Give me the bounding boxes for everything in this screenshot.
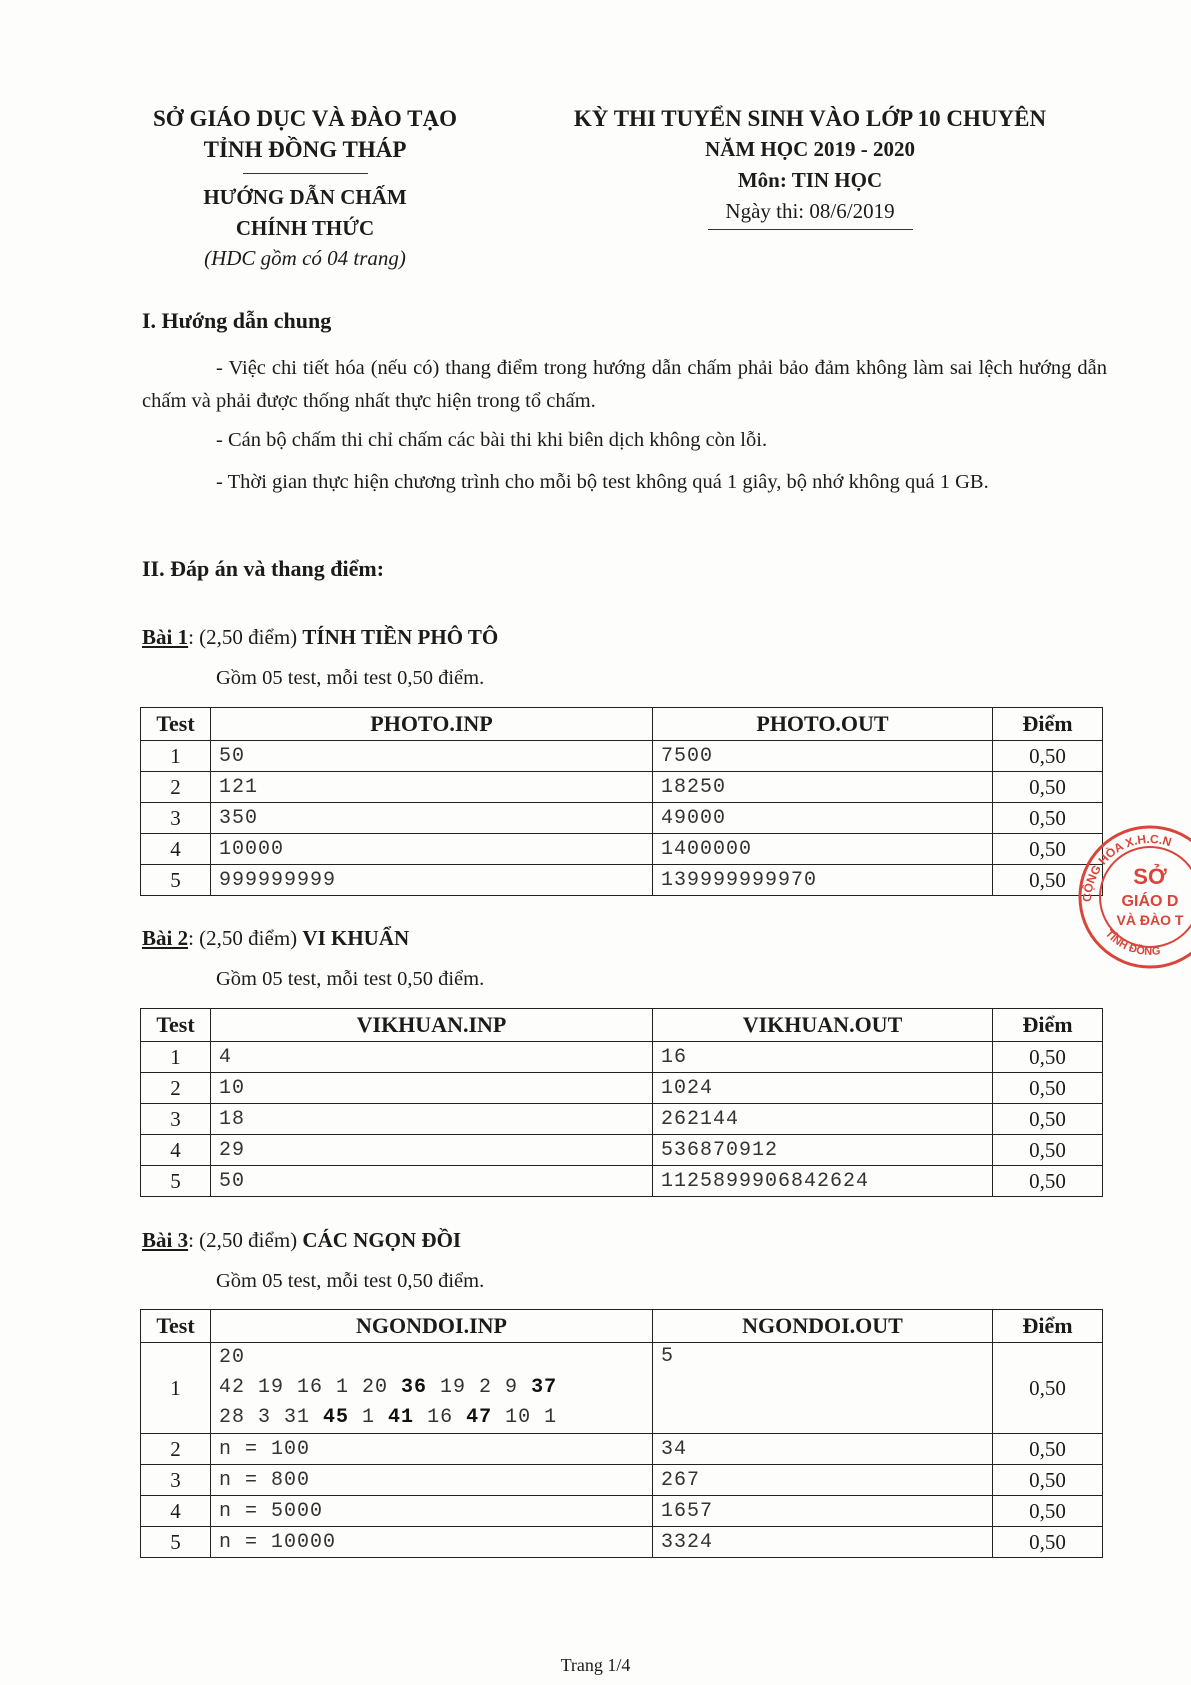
cell-input: n = 800 [211, 1465, 653, 1496]
header-left-rule [243, 173, 368, 174]
page-count-note: (HDC gồm có 04 trang) [204, 246, 406, 270]
table-row [141, 741, 1103, 772]
table-row [141, 1042, 1103, 1073]
cell-points: 0,50 [993, 1496, 1103, 1527]
table-header-row [141, 1310, 1103, 1343]
cell-output: 1024 [653, 1073, 993, 1104]
cell-points: 0,50 [993, 1135, 1103, 1166]
cell-output: 139999999970 [653, 865, 993, 896]
problem-2-tests-note: Gồm 05 test, mỗi test 0,50 điểm. [216, 968, 485, 990]
cell-output: 49000 [653, 803, 993, 834]
doc-type-line2: CHÍNH THỨC [235, 216, 375, 240]
input-text: 42 19 16 1 20 [219, 1376, 402, 1399]
input-text: 19 2 9 [427, 1376, 532, 1399]
table-row [141, 1527, 1103, 1558]
cell-input: 50 [211, 1166, 653, 1197]
exam-date [520, 196, 1100, 227]
table-row [141, 1465, 1103, 1496]
input-line [219, 1343, 644, 1373]
school-year: NĂM HỌC 2019 - 2020 [705, 137, 915, 161]
cell-output: 18250 [653, 772, 993, 803]
general-guideline-1 [142, 352, 1107, 418]
col-input: VIKHUAN.INP [211, 1009, 653, 1042]
table-row [141, 1496, 1103, 1527]
cell-test: 2 [141, 772, 211, 803]
stamp-center-line1: SỞ [1133, 864, 1167, 889]
cell-input: 4 [211, 1042, 653, 1073]
cell-test: 3 [141, 1465, 211, 1496]
cell-output: 536870912 [653, 1135, 993, 1166]
problem-1-table [140, 707, 1103, 896]
cell-points: 0,50 [993, 1042, 1103, 1073]
doc-type-line1: HƯỚNG DẪN CHẤM [203, 185, 407, 209]
table-row [141, 1135, 1103, 1166]
col-output: NGONDOI.OUT [653, 1310, 993, 1343]
cell-output: 262144 [653, 1104, 993, 1135]
cell-input: 999999999 [211, 865, 653, 896]
cell-test: 2 [141, 1434, 211, 1465]
table-row [141, 1166, 1103, 1197]
header-left [120, 103, 490, 272]
cell-output: 5 [653, 1343, 993, 1434]
col-points: Điểm [993, 1009, 1103, 1042]
col-input: PHOTO.INP [211, 708, 653, 741]
cell-input: 18 [211, 1104, 653, 1135]
problem-3-name: CÁC NGỌN ĐỒI [302, 1228, 462, 1252]
cell-points: 0,50 [993, 1527, 1103, 1558]
col-points: Điểm [993, 708, 1103, 741]
cell-test: 1 [141, 1042, 211, 1073]
cell-points: 0,50 [993, 1465, 1103, 1496]
highlighted-value: 37 [531, 1376, 558, 1399]
highlighted-value: 36 [401, 1376, 428, 1399]
table-header-row [141, 708, 1103, 741]
cell-test: 1 [141, 1343, 211, 1434]
cell-output: 1400000 [653, 834, 993, 865]
guideline-2-text: - Cán bộ chấm thi chỉ chấm các bài thi khi biên dịch không còn lỗi. [216, 429, 768, 451]
cell-test: 4 [141, 1496, 211, 1527]
cell-points: 0,50 [993, 772, 1103, 803]
cell-test: 1 [141, 741, 211, 772]
exam-title: KỲ THI TUYỂN SINH VÀO LỚP 10 CHUYÊN [573, 106, 1047, 131]
cell-output: 267 [653, 1465, 993, 1496]
header-right-rule [708, 229, 913, 230]
col-points: Điểm [993, 1310, 1103, 1343]
problem-1-score: : (2,50 điểm) [188, 625, 303, 649]
table-header-row [141, 1009, 1103, 1042]
cell-input: 29 [211, 1135, 653, 1166]
col-output: VIKHUAN.OUT [653, 1009, 993, 1042]
col-input: NGONDOI.INP [211, 1310, 653, 1343]
guideline-3-text: - Thời gian thực hiện chương trình cho mỗi bộ test không quá 1 giây, bộ nhớ không quá 1 GB. [216, 471, 989, 493]
cell-test: 3 [141, 1104, 211, 1135]
problem-3-table [140, 1309, 1103, 1558]
cell-input: n = 10000 [211, 1527, 653, 1558]
col-test: Test [141, 708, 211, 741]
cell-test: 4 [141, 834, 211, 865]
problem-2-name: VI KHUẨN [302, 926, 410, 950]
problem-3-score: : (2,50 điểm) [188, 1228, 303, 1252]
cell-output: 34 [653, 1434, 993, 1465]
cell-points: 0,50 [993, 865, 1103, 896]
cell-points: 0,50 [993, 1104, 1103, 1135]
cell-points: 0,50 [993, 1073, 1103, 1104]
header-right [520, 103, 1100, 238]
cell-output: 1125899906842624 [653, 1166, 993, 1197]
stamp-center-line2: GIÁO D [1121, 893, 1179, 910]
problem-2-label: Bài 2 [142, 926, 189, 950]
cell-points: 0,50 [993, 741, 1103, 772]
general-guideline-2 [142, 424, 1107, 457]
cell-output: 7500 [653, 741, 993, 772]
input-text: 1 [349, 1406, 389, 1429]
page-number: Trang 1/4 [560, 1655, 631, 1675]
table-row [141, 1104, 1103, 1135]
highlighted-value: 41 [388, 1406, 415, 1429]
cell-input: 350 [211, 803, 653, 834]
cell-points: 0,50 [993, 1434, 1103, 1465]
cell-test: 2 [141, 1073, 211, 1104]
section-general-title: I. Hướng dẫn chung [142, 308, 332, 333]
cell-output: 1657 [653, 1496, 993, 1527]
input-text: 20 [219, 1346, 246, 1369]
official-stamp [1075, 822, 1191, 972]
stamp-ring-text: CỘNG HÒA X.H.C.N [1079, 831, 1174, 903]
cell-input: n = 5000 [211, 1496, 653, 1527]
table-row [141, 1343, 1103, 1434]
highlighted-value: 47 [466, 1406, 493, 1429]
problem-2-heading [142, 926, 409, 951]
problem-1-name: TÍNH TIỀN PHÔ TÔ [302, 625, 499, 649]
input-text: 16 [414, 1406, 467, 1429]
col-test: Test [141, 1310, 211, 1343]
cell-test: 5 [141, 1166, 211, 1197]
exam-date-text: Ngày thi: 08/6/2019 [725, 199, 895, 223]
highlighted-value: 45 [323, 1406, 350, 1429]
table-row [141, 865, 1103, 896]
problem-2-table [140, 1008, 1103, 1197]
cell-test: 5 [141, 1527, 211, 1558]
department-name: SỞ GIÁO DỤC VÀ ĐÀO TẠO [153, 106, 457, 131]
problem-1-tests-note: Gồm 05 test, mỗi test 0,50 điểm. [216, 667, 485, 689]
cell-input: 10 [211, 1073, 653, 1104]
table-row [141, 772, 1103, 803]
cell-input: n = 100 [211, 1434, 653, 1465]
input-text: 28 3 31 [219, 1406, 324, 1429]
problem-3-heading [142, 1228, 461, 1253]
cell-points: 0,50 [993, 803, 1103, 834]
stamp-bottom-text: TỈNH ĐỒNG [1102, 927, 1162, 958]
problem-3-label: Bài 3 [142, 1228, 189, 1252]
problem-3-tests-note: Gồm 05 test, mỗi test 0,50 điểm. [216, 1270, 485, 1292]
table-row [141, 834, 1103, 865]
cell-points: 0,50 [993, 834, 1103, 865]
input-line [219, 1403, 644, 1433]
section-answers-title: II. Đáp án và thang điểm: [142, 556, 385, 581]
cell-input: 50 [211, 741, 653, 772]
cell-input: 121 [211, 772, 653, 803]
province-name: TỈNH ĐỒNG THÁP [203, 137, 407, 162]
table-row [141, 1434, 1103, 1465]
cell-output: 3324 [653, 1527, 993, 1558]
cell-test: 4 [141, 1135, 211, 1166]
col-test: Test [141, 1009, 211, 1042]
cell-points: 0,50 [993, 1166, 1103, 1197]
guideline-1-text: - Việc chi tiết hóa (nếu có) thang điểm trong hướng dẫn chấm phải bảo đảm không làm sai lệch hướng dẫn chấm và phải được thống nhất thực hiện trong tổ chấm. [142, 357, 1107, 412]
cell-test: 3 [141, 803, 211, 834]
problem-1-heading [142, 625, 498, 650]
input-line [219, 1373, 644, 1403]
cell-input-multiline [211, 1343, 653, 1434]
stamp-center-line3: VÀ ĐÀO T [1116, 912, 1184, 928]
problem-2-score: : (2,50 điểm) [188, 926, 303, 950]
general-guideline-3 [142, 466, 1107, 499]
table-row [141, 803, 1103, 834]
cell-points: 0,50 [993, 1343, 1103, 1434]
problem-1-label: Bài 1 [142, 625, 189, 649]
cell-input: 10000 [211, 834, 653, 865]
input-text: 10 1 [492, 1406, 558, 1429]
cell-output: 16 [653, 1042, 993, 1073]
col-output: PHOTO.OUT [653, 708, 993, 741]
subject: Môn: TIN HỌC [737, 168, 883, 192]
cell-test: 5 [141, 865, 211, 896]
table-row [141, 1073, 1103, 1104]
